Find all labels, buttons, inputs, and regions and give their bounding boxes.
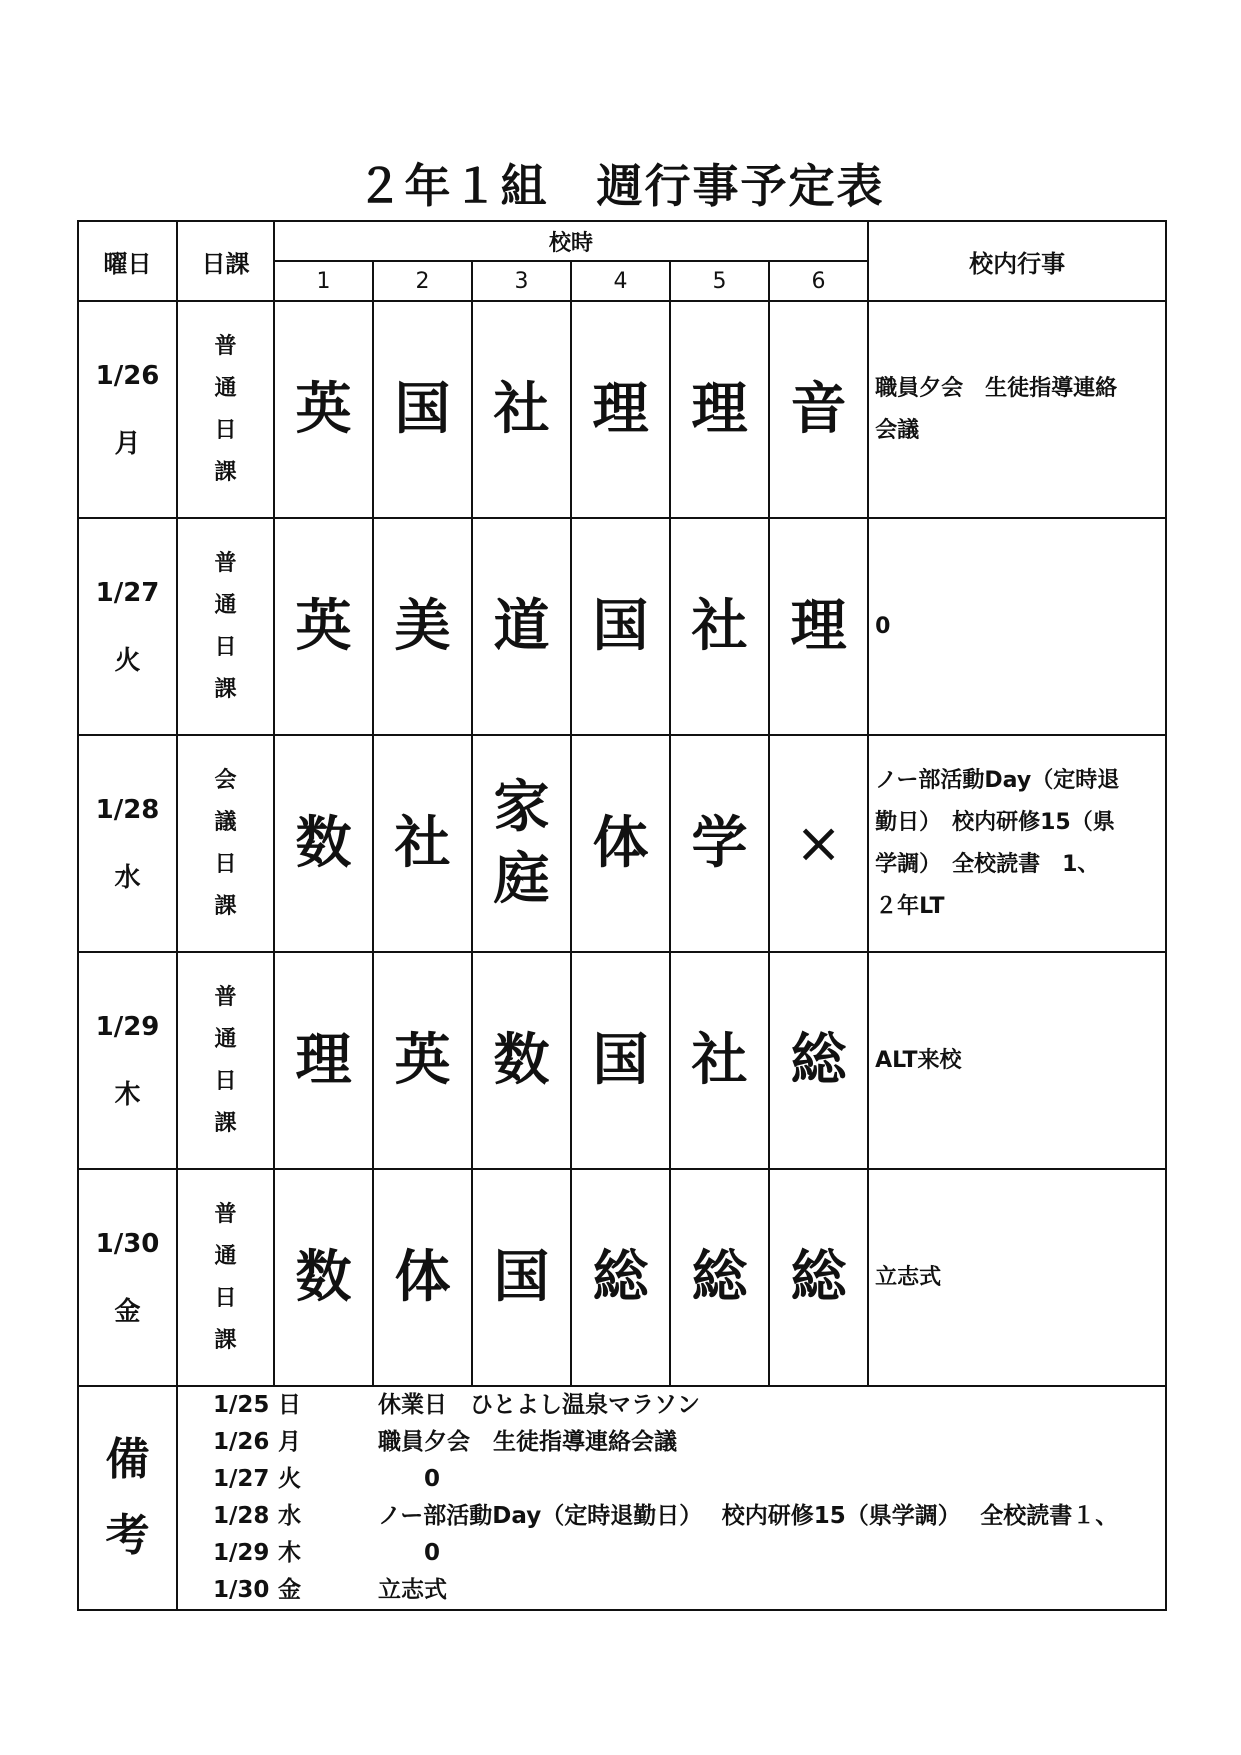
day-date: 1/28 [95, 794, 160, 825]
day-weekday: 木 [114, 1079, 141, 1110]
subject-cell: 数 [274, 1169, 373, 1386]
day-weekday: 水 [114, 862, 141, 893]
day-weekday: 月 [114, 428, 141, 459]
day-date: 1/26 [95, 360, 160, 391]
subject-cell: 国 [571, 518, 670, 735]
day-date-cell [78, 301, 177, 518]
day-row [78, 735, 1166, 952]
note-line: 1/26 月 職員夕会 生徒指導連絡会議 [213, 1429, 677, 1455]
period-1: 1 [274, 261, 373, 301]
note-line: 1/25 日 休業日 ひとよし温泉マラソン [213, 1392, 700, 1418]
period-6: 6 [769, 261, 868, 301]
subject-cell: 体 [571, 735, 670, 952]
subject-cell: 総 [769, 952, 868, 1169]
schedule-table [77, 220, 1167, 1611]
event-cell: ALT来校 [868, 952, 1166, 1169]
notes-cell [177, 1386, 1166, 1610]
subject-cell: 国 [472, 1169, 571, 1386]
period-4: 4 [571, 261, 670, 301]
notes-row [78, 1386, 1166, 1610]
note-line: 1/30 金 立志式 [213, 1577, 447, 1603]
day-date: 1/29 [95, 1011, 160, 1042]
note-line: 1/27 火 0 [213, 1466, 441, 1492]
day-date-cell [78, 518, 177, 735]
event-cell: 職員夕会 生徒指導連絡 会議 [868, 301, 1166, 518]
note-line: 1/29 木 0 [213, 1540, 441, 1566]
header-period: 校時 [274, 221, 868, 261]
subject-cell: 社 [670, 518, 769, 735]
header-daytype: 日課 [177, 221, 274, 301]
subject-cell: 数 [274, 735, 373, 952]
day-date-cell [78, 1169, 177, 1386]
notes-label: 備 考 [78, 1386, 177, 1610]
note-line: 1/28 水 ノー部活動Day（定時退勤日） 校内研修15（県学調） 全校読書１、 [213, 1503, 1119, 1529]
day-date: 1/27 [95, 577, 160, 608]
day-kind: 会 議 日 課 [177, 735, 274, 952]
subject-cell: 英 [274, 518, 373, 735]
day-date-cell [78, 735, 177, 952]
event-cell: 立志式 [868, 1169, 1166, 1386]
subject-cell: 美 [373, 518, 472, 735]
day-row [78, 301, 1166, 518]
day-date-cell [78, 952, 177, 1169]
subject-cell: 総 [670, 1169, 769, 1386]
event-cell: 0 [868, 518, 1166, 735]
subject-cell: 社 [373, 735, 472, 952]
day-kind: 普 通 日 課 [177, 518, 274, 735]
header-events: 校内行事 [868, 221, 1166, 301]
period-2: 2 [373, 261, 472, 301]
day-weekday: 火 [114, 645, 141, 676]
subject-cell: 数 [472, 952, 571, 1169]
day-weekday: 金 [114, 1296, 141, 1327]
subject-cell: 総 [769, 1169, 868, 1386]
subject-cell: 国 [373, 301, 472, 518]
period-3: 3 [472, 261, 571, 301]
subject-cell: 総 [571, 1169, 670, 1386]
day-row [78, 952, 1166, 1169]
subject-cell: 理 [769, 518, 868, 735]
subject-cell: 家 庭 [472, 735, 571, 952]
subject-cell: 学 [670, 735, 769, 952]
page-title: ２年１組 週行事予定表 [356, 159, 885, 213]
day-kind: 普 通 日 課 [177, 952, 274, 1169]
day-row [78, 518, 1166, 735]
header-weekday: 曜日 [78, 221, 177, 301]
event-cell: ノー部活動Day（定時退 勤日） 校内研修15（県 学調） 全校読書 1、 ２年LT [868, 735, 1166, 952]
subject-cell: 英 [373, 952, 472, 1169]
subject-cell: × [769, 735, 868, 952]
day-row [78, 1169, 1166, 1386]
day-kind: 普 通 日 課 [177, 301, 274, 518]
subject-cell: 道 [472, 518, 571, 735]
subject-cell: 国 [571, 952, 670, 1169]
period-5: 5 [670, 261, 769, 301]
subject-cell: 音 [769, 301, 868, 518]
subject-cell: 理 [571, 301, 670, 518]
subject-cell: 理 [274, 952, 373, 1169]
subject-cell: 体 [373, 1169, 472, 1386]
subject-cell: 社 [472, 301, 571, 518]
day-kind: 普 通 日 課 [177, 1169, 274, 1386]
day-date: 1/30 [95, 1228, 160, 1259]
subject-cell: 英 [274, 301, 373, 518]
subject-cell: 理 [670, 301, 769, 518]
subject-cell: 社 [670, 952, 769, 1169]
